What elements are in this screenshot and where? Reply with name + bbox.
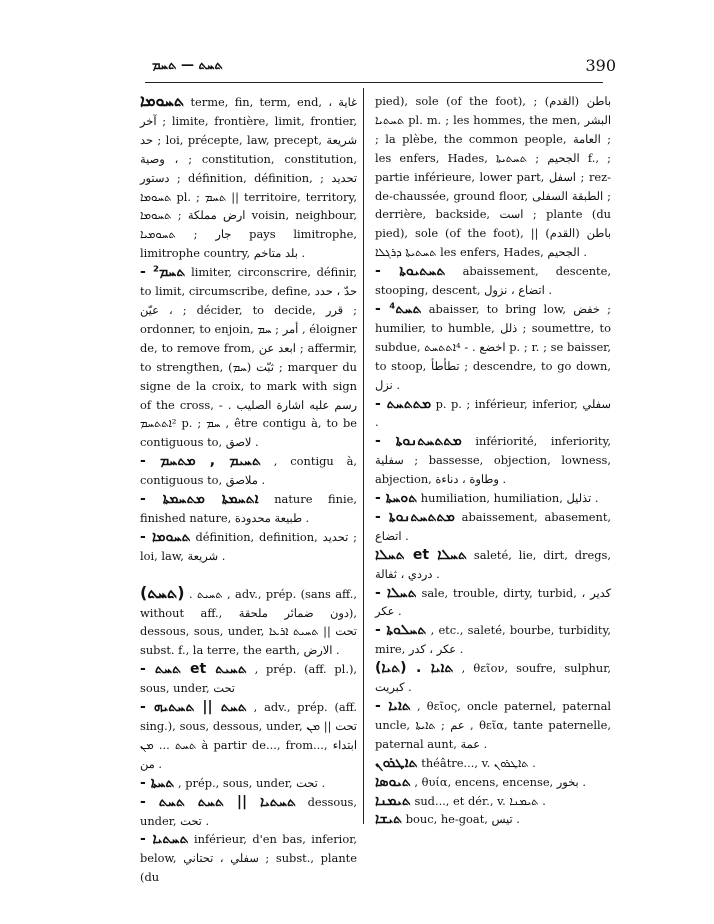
entry	[140, 774, 357, 793]
entry	[375, 489, 611, 508]
entry-head: - ܬܚܬܝܐ	[140, 831, 189, 848]
entry-text: terme, fin, term, end, غاية ، آخر ; limite, frontière, limit, frontier, حد ; loi, précepte, law, precept, شريعة ، وصية ; constitution, constitution, دستور ; définition, définition, تحديد ; ܬܚܘܡܐ pl. ; ܬܚܡ || territoire, territory, ارض مملكة ; ܬܚܘܡܐ voisin, neighbour, جار ; ܬܚܘܡܝܐ pays limitrophe, limitrophe country, بلد متاخم .	[140, 95, 358, 261]
page-number: 390	[585, 56, 616, 75]
entry-head: - ܐܬܚܡܬܐ ܡܬܚܡܬܐ	[140, 491, 259, 508]
entry-text: abaisser, to bring low, خفض ; humilier, to humble, ذلل ; soumettre, to subdue, اخضع . - ⁴ܐܬܬܚܬ p. ; r. ; se baisser, to stoop, تطأطأ ; descendre, to go down, نزل .	[375, 301, 612, 392]
entry-text: définition, definition, تحديد ; loi, law, شريعة .	[140, 529, 358, 563]
entry-text: saleté, lie, dirt, dregs, دردي ، ثفالة .	[375, 547, 611, 581]
entry-head: ܬܐܛܪܘܢ	[375, 754, 418, 771]
entry-head: - ܬܚܝܡ , ܡܬܚܡ	[140, 453, 261, 470]
entry-text: abaissement, abasement, اتضاع .	[375, 509, 612, 543]
entry-text: bouc, he-goat, تيس .	[405, 812, 520, 827]
entry	[375, 262, 611, 300]
entry	[375, 754, 611, 773]
entry	[375, 773, 611, 792]
entry	[140, 698, 357, 774]
entry-head: - ܬܘܚܬܐ	[375, 490, 418, 507]
entry	[375, 792, 611, 811]
entry-continuation	[375, 92, 611, 262]
entry-head: - ܬܚܬܝܐ || ܬܚܬ ܬܚܬ	[140, 793, 296, 810]
entry-text: nature finie, finished nature, طبيعة محدودة .	[140, 492, 358, 525]
entry-head: - ܬܚܡ²	[140, 264, 186, 281]
entry	[375, 300, 611, 395]
entry-head: ܬܝܡܢܐ	[375, 792, 411, 809]
entry	[140, 528, 357, 566]
entry-text: , prép. (aff. pl.), sous, under, تحت	[140, 662, 358, 696]
entry-text: théâtre..., v. ܬܐܛܪܘܢ .	[421, 755, 536, 770]
entry-head: ܬܚܠܐ et ܬܚܠܐ	[375, 546, 467, 563]
right-column	[375, 92, 611, 829]
entry-head: ܬܝܘܣܐ	[375, 773, 411, 790]
entry	[375, 810, 611, 829]
entry-head: - ܡܬܬܚܬ	[375, 395, 432, 412]
entry-head: ܬܚܘܡܐ	[140, 91, 185, 110]
entry-head: (ܬܚܬ)	[140, 582, 185, 602]
entry-head: - ܡܬܬܚܬܢܘܬܐ	[375, 508, 455, 525]
entry	[140, 830, 357, 887]
entry	[140, 490, 357, 528]
entry-head: - ܡܬܬܚܬܢܘܬܐ	[375, 433, 462, 450]
entry-text: limiter, circonscrire, définir, to limit, circumscribe, define, حدّ ، حدد ، عيّن ; décider, to decide, قرر ; ordonner, to enjoin, أمر ; ܚܡ , éloigner de, to remove from, ابعد عن ; affermir, to strengthen, ثبّت (ܚܡ) ; marquer du signe de la croix, to mark with sign of the cross, رسم عليه اشارة الصليب . - ²ܐܬܬܚܡ p. ; ܚܡ , être contigu à, to be contiguous to, لاصق .	[140, 265, 358, 450]
entry	[375, 546, 611, 584]
entry	[375, 697, 611, 754]
entry	[375, 432, 611, 489]
entry-text: , prép., sous, under, تحت .	[177, 775, 326, 790]
entry-head: - ܬܚܬ⁴	[375, 300, 422, 317]
entry-text: , θεῖον, soufre, sulphur, كبريت .	[375, 661, 612, 695]
entry-text: inférieur, d'en bas, inferior, below, سفلي ، تحتاني ; subst., plante (du	[140, 832, 358, 885]
entry	[375, 659, 611, 697]
entry	[140, 793, 357, 831]
entry-head: - ܬܚܬܐ	[140, 774, 175, 791]
spacer	[140, 566, 357, 584]
entry-text: infériorité, inferiority, سفلية ; bassesse, objection, lowness, abjection, وطاوة ، دناءة .	[375, 434, 611, 487]
entry-text: humiliation, humiliation, تذليل .	[420, 491, 599, 506]
entry-text: , θεῖος, oncle paternel, paternal uncle, عم ; ܬܐܝܬܐ , θεῖα, tante paternelle, paternal aunt, عمة .	[375, 699, 611, 751]
entry-text: , θυία, encens, encense, بخور .	[414, 774, 586, 789]
entry	[140, 92, 357, 263]
entry-head: - ܬܚܬ || ܬܚܬܝܗ	[140, 699, 247, 716]
entry-text: , adv., prép. (aff. sing.), sous, dessous, under, تحت || ܡܢ ܬܚܬ ... ܡܢ à partir de..., from..., ابتداء من .	[140, 700, 358, 771]
entry-head: - ܬܚܠܐ	[375, 584, 417, 601]
entry	[140, 584, 357, 661]
entry-head: - ܬܚܠܘܬܐ	[375, 622, 427, 639]
entry	[140, 660, 357, 698]
entry	[140, 263, 357, 452]
entry	[375, 395, 611, 433]
guide-words: ܬܚܬ — ܬܚܡ	[152, 58, 223, 73]
header-rule	[145, 82, 603, 83]
page-header	[60, 58, 616, 80]
entry	[140, 452, 357, 490]
entry-head: - ܬܚܬܝܘܬܐ	[375, 263, 446, 280]
entry-head: - ܬܚܬ et ܬܚܝܬ	[140, 661, 247, 678]
entry-head: (ܬܝܐ) . ܬܐܝܐ	[375, 660, 454, 677]
entry-text: sale, trouble, dirty, turbid, كدير ، عكر .	[375, 585, 612, 619]
entry-head: - ܬܐܝܐ	[375, 698, 411, 714]
column-divider	[363, 88, 364, 824]
entry-text: p. p. ; inférieur, inferior, سفلي .	[375, 396, 611, 430]
entry-head: ܬܝܫܐ	[375, 811, 403, 828]
entry-text: . ܬܚܝܬ , adv., prép. (sans aff., without aff., دون ضمائر ملحقة), dessous, sous, under, تحت || ܬܚܝܬ ܐܪܥܐ subst. f., la terre, the earth, الارض .	[140, 586, 357, 658]
entry-text: abaissement, descente, stooping, descent, اتضاع ، نزول .	[375, 264, 611, 298]
entry-text: , etc., saleté, bourbe, turbidity, mire, عكر ، كدر .	[375, 623, 612, 657]
entry-text: , contigu à, contiguous to, ملاصق .	[140, 454, 358, 488]
left-column	[140, 92, 357, 887]
entry	[375, 508, 611, 546]
entry-text: pied), sole (of the foot), باطن (القدم) ; ܬܚܬܝܐ pl. m. ; les hommes, the men, البشر ; la plèbe, the common people, العامة ; les enfers, Hades, الجحيم ; ܬܚܬܝܬܐ f., ; partie inférieure, lower part, اسفل ; rez-de-chaussée, ground floor, الطبقة السفلى ; derrière, backside, است ; plante (du pied), sole (of the foot), باطن (القدم) || ܬܚܬܝܬܐ ܕܪܓܠܐ les enfers, Hades, الجحيم .	[375, 94, 611, 260]
entry	[375, 584, 611, 622]
entry-text: sud..., et dér., v. ܬܝܡܢܐ .	[414, 793, 546, 808]
entry	[375, 621, 611, 659]
entry-text: dessous, under, تحت .	[140, 794, 358, 828]
entry-head: - ܬܚܘܡܐ	[140, 528, 191, 545]
